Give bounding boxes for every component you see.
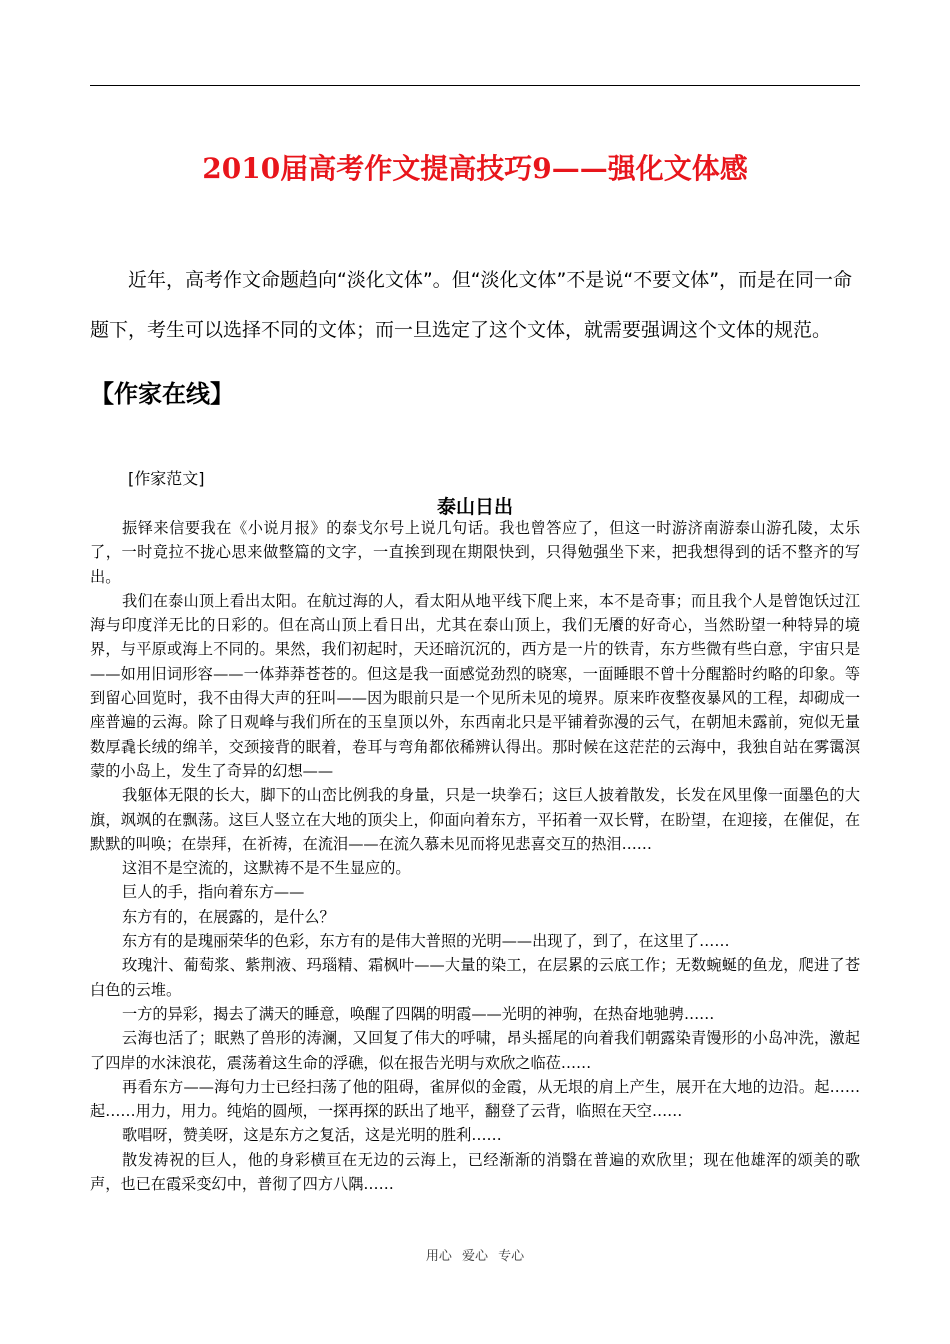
essay-paragraph: 我们在泰山顶上看出太阳。在航过海的人，看太阳从地平线下爬上来，本不是奇事；而且我个人是曾饱饫过江海与印度洋无比的日彩的。但在高山顶上看日出，尤其在泰山顶上，我们无餍的好奇心，当然盼望一种特异的境界，与平原或海上不同的。果然，我们初起时，天还暗沉沉的，西方是一片的铁青，东方些微有些白意，宇宙只是——如用旧词形容——一体莽莽苍苍的。但这是我一面感觉劲烈的晓寒，一面睡眼不曾十分醒豁时约略的印象。等到留心回览时，我不由得大声的狂叫——因为眼前只是一个见所未见的境界。原来昨夜整夜暴风的工程，却砌成一座普遍的云海。除了日观峰与我们所在的玉皇顶以外，东西南北只是平铺着弥漫的云气，在朝旭未露前，宛似无量数厚毳长绒的绵羊，交颈接背的眠着，卷耳与弯角都依稀辨认得出。那时候在这茫茫的云海中，我独自站在雾霭溟蒙的小岛上，发生了奇异的幻想—— <box>90 591 860 780</box>
essay-paragraph: 东方有的是瑰丽荣华的色彩，东方有的是伟大普照的光明——出现了，到了，在这里了…… <box>122 932 730 951</box>
essay-paragraph: 一方的异彩，揭去了满天的睡意，唤醒了四隅的明霞——光明的神驹，在热奋地驰骋…… <box>122 1004 715 1023</box>
essay-paragraph: 振铎来信要我在《小说月报》的泰戈尔号上说几句话。我也曾答应了，但这一时游济南游泰山游孔陵，太乐了，一时竟拉不拢心思来做整篇的文字，一直挨到现在期限快到，只得勉强坐下来，把我想得到的话不整齐的写出。 <box>90 519 860 586</box>
essay-title: 泰山日出 <box>436 496 513 518</box>
essay-paragraph: 东方有的，在展露的，是什么？ <box>122 907 335 926</box>
essay-paragraph: 散发祷祝的巨人，他的身彩横亘在无边的云海上，已经渐渐的消翳在普遍的欢欣里；现在他雄浑的颂美的歌声，也已在霞采变幻中，普彻了四方八隅…… <box>90 1150 860 1194</box>
intro-paragraph: 近年，高考作文命题趋向“淡化文体”。但“淡化文体”不是说“不要文体”，而是在同一命题下，考生可以选择不同的文体；而一旦选定了这个文体，就需要强调这个文体的规范。 <box>90 269 853 341</box>
essay-paragraph: 玫瑰汁、葡萄浆、紫荆液、玛瑙精、霜枫叶——大量的染工，在层累的云底工作；无数蜿蜒的鱼龙，爬进了苍白色的云堆。 <box>90 956 860 999</box>
essay-paragraph: 歌唱呀，赞美呀，这是东方之复活，这是光明的胜利…… <box>122 1126 502 1145</box>
essay-paragraph: 我躯体无限的长大，脚下的山峦比例我的身量，只是一块拳石；这巨人披着散发，长发在风里像一面墨色的大旗，飒飒的在飘荡。这巨人竖立在大地的顶尖上，仰面向着东方，平拓着一双长臂，在盼望，在迎接，在催促，在默默的叫唤；在崇拜，在祈祷，在流泪——在流久慕未见而将见悲喜交互的热泪…… <box>90 786 860 853</box>
section-heading: 【作家在线】 <box>90 380 234 408</box>
essay-paragraph: 这泪不是空流的，这默祷不是不生显应的。 <box>122 859 411 878</box>
sample-essay-label: [作家范文] <box>128 469 205 488</box>
page-footer: 用心 爱心 专心 <box>425 1249 525 1264</box>
essay-body <box>90 516 860 1196</box>
essay-paragraph: 巨人的手，指向着东方—— <box>122 883 305 902</box>
essay-paragraph: 再看东方——海句力士已经扫荡了他的阻碍，雀屏似的金霞，从无垠的肩上产生，展开在大地的边沿。起……起……用力，用力。纯焰的圆颅，一探再探的跃出了地平，翻登了云背，临照在天空…… <box>90 1077 860 1121</box>
essay-paragraph: 云海也活了；眠熟了兽形的涛澜，又回复了伟大的呼啸，昂头摇尾的向着我们朝露染青馒形的小岛冲洗，激起了四岸的水沫浪花，震荡着这生命的浮礁，似在报告光明与欢欣之临莅…… <box>90 1029 860 1072</box>
header-rule <box>90 85 860 86</box>
page-title: 2010届高考作文提高技巧9——强化文体感 <box>202 151 748 185</box>
